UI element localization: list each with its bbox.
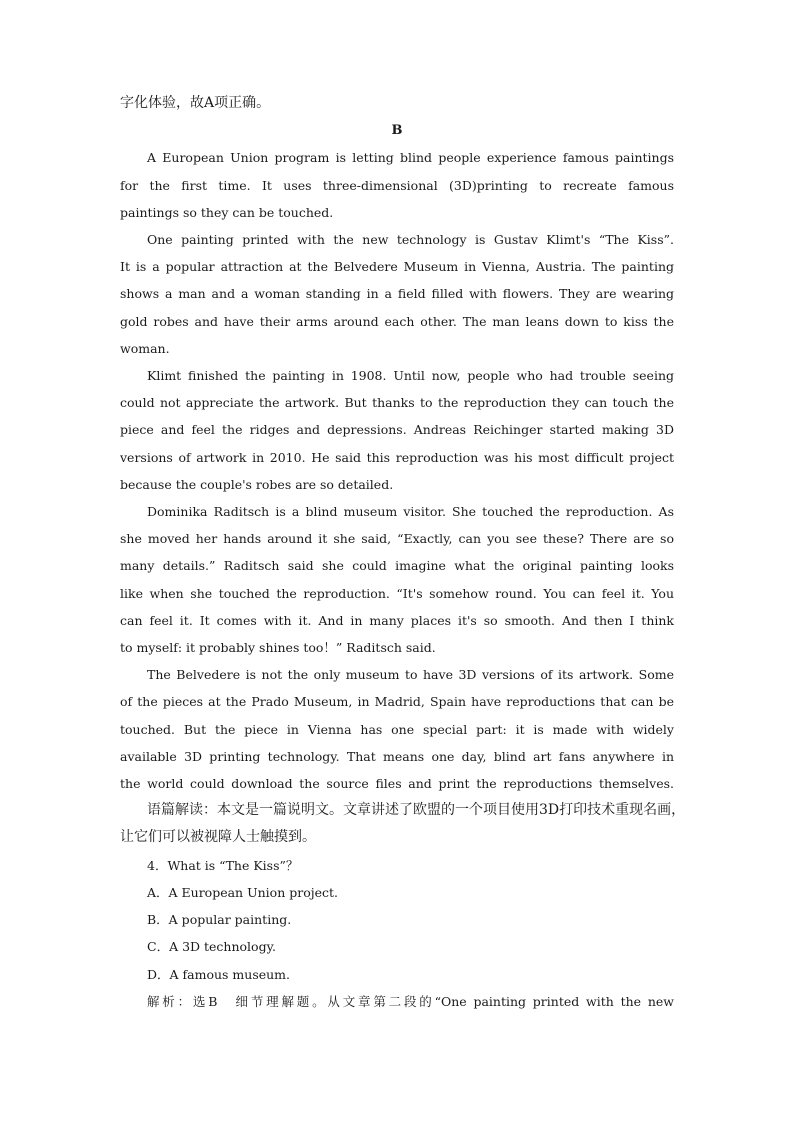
paragraph-5 [120, 661, 674, 797]
passage-line: available 3D printing technology. That means one day, blind art fans anywhere in [120, 748, 674, 764]
paragraph-4 [120, 498, 674, 661]
paragraph-3 [120, 362, 674, 498]
passage-line: Dominika Raditsch is a blind museum visitor. She touched the reproduction. As [147, 504, 674, 520]
passage-line: she moved her hands around it she said, “Exactly, can you see these? There are so [120, 531, 674, 547]
option-c: C．A 3D technology. [147, 939, 276, 955]
passage-line: The Belvedere is not the only museum to have 3D versions of its artwork. Some [147, 667, 674, 683]
passage-line: many details.” Raditsch said she could imagine what the original painting looks [120, 558, 674, 574]
paragraph-2 [120, 226, 674, 362]
option-a: A．A European Union project. [147, 884, 338, 900]
passage-line: touched. But the piece in Vienna has one special part: it is made with widely [120, 721, 674, 737]
section-heading: B [391, 123, 403, 139]
passage-line: piece and feel the ridges and depressions. Andreas Reichinger started making 3D [120, 422, 674, 438]
summary-line-2: 让它们可以被视障人士触摸到。 [120, 829, 316, 846]
summary-line-1: 语篇解读：本文是一篇说明文。文章讲述了欧盟的一个项目使用3D打印技术重现名画， [147, 802, 686, 819]
passage-line: It is a popular attraction at the Belvedere Museum in Vienna, Austria. The painting [120, 259, 674, 275]
intro-line: 字化体验，故A项正确。 [120, 95, 271, 111]
document-page [120, 90, 686, 1015]
passage-line: to myself: it probably shines too！” Raditsch said. [120, 640, 436, 656]
paragraph-1 [120, 144, 674, 226]
passage-line: can feel it. It comes with it. And in many places it's so smooth. And then I think [120, 612, 674, 628]
passage-line: woman. [120, 340, 170, 356]
passage-line: paintings so they can be touched. [120, 204, 334, 220]
passage-line: versions of artwork in 2010. He said this reproduction was his most difficult project [120, 449, 674, 465]
passage-line: shows a man and a woman standing in a field filled with flowers. They are wearing [120, 286, 674, 302]
passage-line: One painting printed with the new technology is Gustav Klimt's “The Kiss”. [147, 232, 674, 248]
passage-line: could not appreciate the artwork. But thanks to the reproduction they can touch the [120, 395, 674, 411]
passage-line: A European Union program is letting blind people experience famous paintings [147, 150, 674, 166]
option-b: B．A popular painting. [147, 912, 292, 928]
analysis-line: 解析：选B 细节理解题。从文章第二段的“One painting printed with the new [147, 993, 674, 1009]
passage-line: of the pieces at the Prado Museum, in Madrid, Spain have reproductions that can be [120, 694, 674, 710]
passage-line: Klimt finished the painting in 1908. Until now, people who had trouble seeing [147, 368, 674, 384]
passage-line: like when she touched the reproduction. “It's somehow round. You can feel it. You [120, 585, 674, 601]
passage [120, 144, 674, 797]
passage-line: the world could download the source files and print the reproductions themselves. [120, 776, 674, 792]
question-stem: 4．What is “The Kiss”？ [147, 857, 299, 873]
passage-line: because the couple's robes are so detailed. [120, 476, 394, 492]
passage-line: for the first time. It uses three-dimensional (3D)printing to recreate famous [120, 177, 674, 193]
option-d: D．A famous museum. [147, 966, 291, 982]
passage-line: gold robes and have their arms around each other. The man leans down to kiss the [120, 313, 674, 329]
